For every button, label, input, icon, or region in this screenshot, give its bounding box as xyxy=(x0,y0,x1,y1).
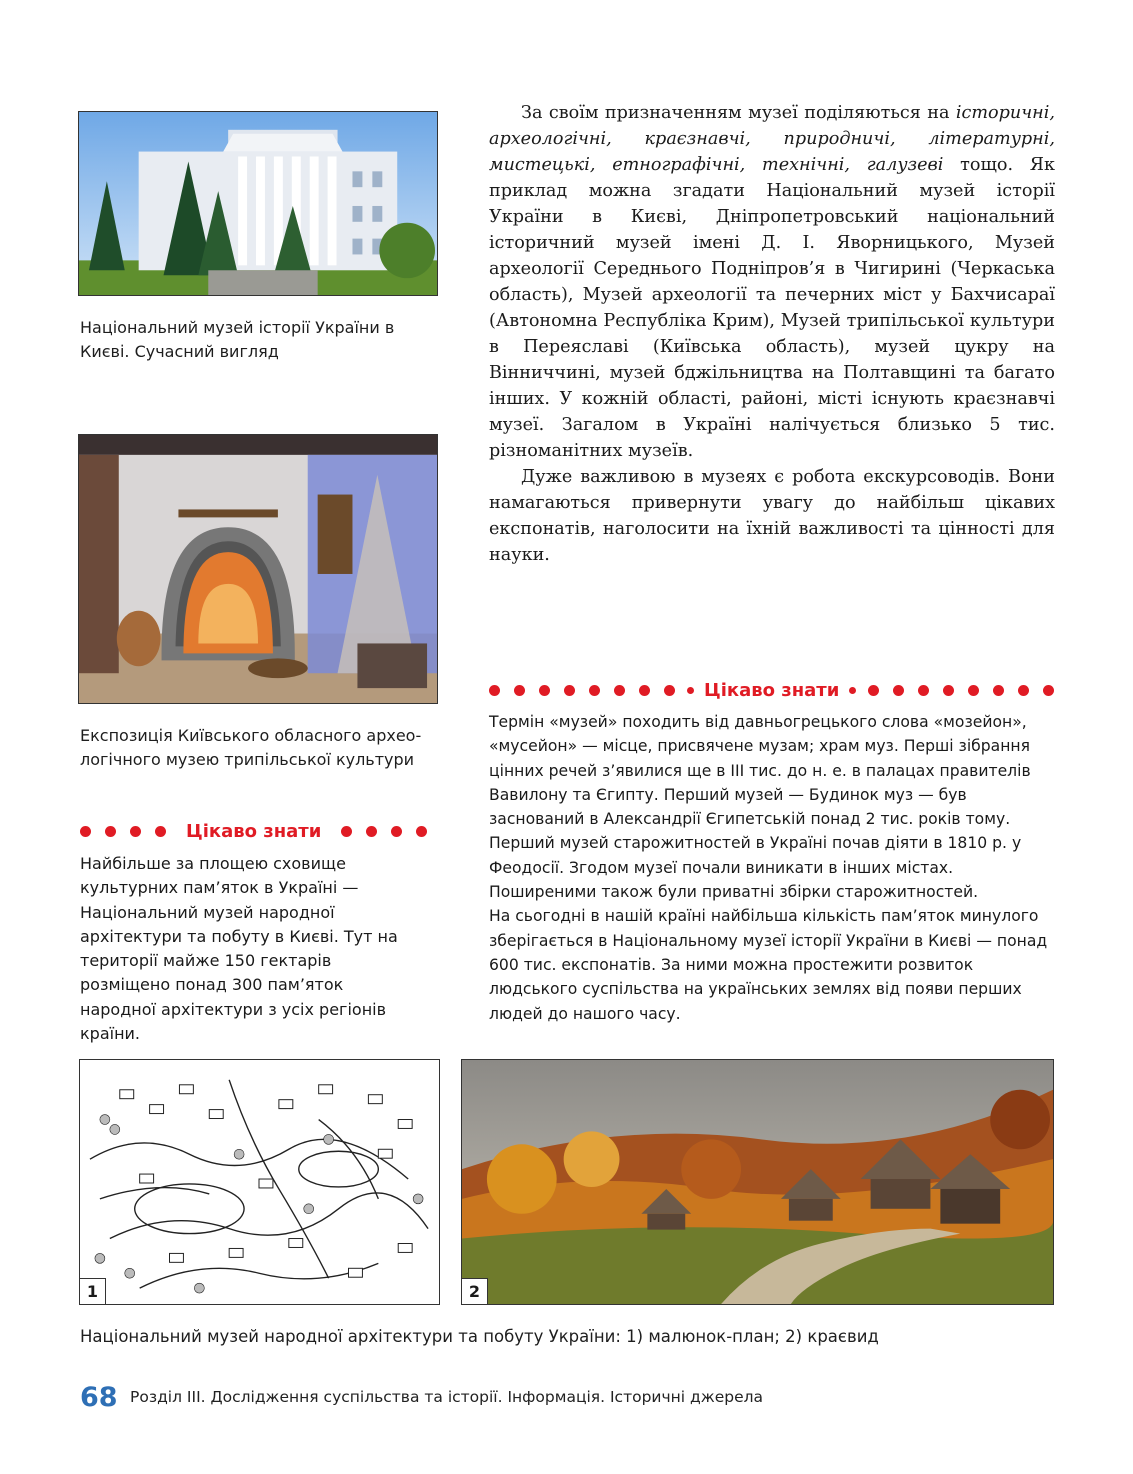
dot-icon xyxy=(614,685,625,696)
museum-building-caption: Національний музей історії України в Києві. Сучасний вигляд xyxy=(80,318,395,361)
dot-icon xyxy=(105,826,116,837)
section-title: Розділ ІІІ. Дослідження суспільства та історії. Інформація. Історичні джерела xyxy=(130,1388,764,1406)
interesting-text-right-part1: Термін «музей» походить від давньогрецького слова «мозейон», «мусейон» — місце, присвячене музам; храм муз. Перші зібрання цінних речей з’явилися ще в ІІІ тис. до н. е. в палацах правителів Вавилону та Єгипту. Перший музей — Будинок муз — був заснований в Александрії Єгипетській понад 2 тис. років тому. Перший музей старожитностей в Україні почав діяти в 1810 р. у Феодосії. Згодом музеї почали виникати в інших містах. Поширеними також були приватні збірки старожитностей. xyxy=(489,713,1031,902)
dot-icon xyxy=(849,687,856,694)
dot-icon xyxy=(514,685,525,696)
interesting-text-right xyxy=(489,710,1055,1026)
figure-badge-1: 1 xyxy=(80,1278,106,1304)
dot-icon xyxy=(687,687,694,694)
dot-icon xyxy=(416,826,427,837)
dot-icon xyxy=(589,685,600,696)
interesting-header-left xyxy=(80,818,440,844)
dot-icon xyxy=(993,685,1004,696)
interesting-text-left: Найбільше за площею сховище культурних пам’яток в Україні — Національний музей народної архітектури та побуту в Києві. Тут на території майже 150 гектарів розміщено понад 300 пам’яток народної архітектури з усіх регіонів країни. xyxy=(80,854,398,1044)
exhibition-photo xyxy=(78,434,438,704)
dot-icon xyxy=(539,685,550,696)
museum-building-photo xyxy=(78,111,438,296)
figures-caption: Національний музей народної архітектури та побуту України: 1) малюнок-план; 2) краєвид xyxy=(80,1327,879,1346)
dot-icon xyxy=(564,685,575,696)
dot-icon xyxy=(1018,685,1029,696)
dot-icon xyxy=(155,826,166,837)
dot-icon xyxy=(968,685,979,696)
dot-icon xyxy=(943,685,954,696)
page-number: 68 xyxy=(80,1382,118,1413)
figure-badge-2: 2 xyxy=(462,1278,488,1304)
dot-icon xyxy=(366,826,377,837)
dot-icon xyxy=(391,826,402,837)
interesting-title-left: Цікаво знати xyxy=(186,820,322,842)
museum-plan-drawing xyxy=(79,1059,440,1305)
dot-icon xyxy=(893,685,904,696)
dot-icon xyxy=(489,685,500,696)
museum-landscape-photo xyxy=(461,1059,1054,1305)
interesting-title-right: Цікаво знати xyxy=(704,679,840,701)
dot-icon xyxy=(639,685,650,696)
dot-icon xyxy=(918,685,929,696)
museum-types: історичні, археологічні, краєзнавчі, природничі, літературні, мистецькі, етнографічні, технічні, галузеві xyxy=(489,103,1055,175)
interesting-header-right xyxy=(489,677,1055,703)
exhibition-caption: Експозиція Київського обласного архео-логічного музею трипільської культури xyxy=(80,726,422,769)
dot-icon xyxy=(1043,685,1054,696)
dot-icon xyxy=(130,826,141,837)
dot-icon xyxy=(80,826,91,837)
dot-icon xyxy=(341,826,352,837)
main-paragraph-2: Дуже важливою в музеях є робота екскурсоводів. Вони намагаються привернути увагу до найбільш цікавих експонатів, наголосити на їхній важливості та цінності для науки. xyxy=(489,467,1055,565)
dot-icon xyxy=(868,685,879,696)
interesting-text-right-part2: На сьогодні в нашій країні найбільша кількість пам’яток минулого зберігається в Національному музеї історії України в Києві — понад 600 тис. експонатів. За ними можна простежити розвиток людського суспільства на українських землях від появи перших людей до нашого часу. xyxy=(489,907,1048,1023)
dot-icon xyxy=(664,685,675,696)
main-text xyxy=(489,100,1055,568)
main-paragraph-1: За своїм призначенням музеї поділяються на історичні, археологічні, краєзнавчі, природничі, літературні, мистецькі, етнографічні, технічні, галузеві тощо. Як приклад можна згадати Національний музей історії України в Києві, Дніпропетровський національний історичний музей імені Д. І. Яворницького, Музей археології Середнього Подніпров’я в Чигирині (Черкаська область), Музей археології та печерних міст у Бахчисараї (Автономна Республіка Крим), Музей трипільської культури в Переяславі (Київська область), музей цукру на Вінниччині, музей бджільництва на Полтавщині та багато інших. У кожній області, районі, місті існують краєзнавчі музеї. Загалом в Україні налічується близько 5 тис. різноманітних музеїв. xyxy=(489,103,1055,461)
